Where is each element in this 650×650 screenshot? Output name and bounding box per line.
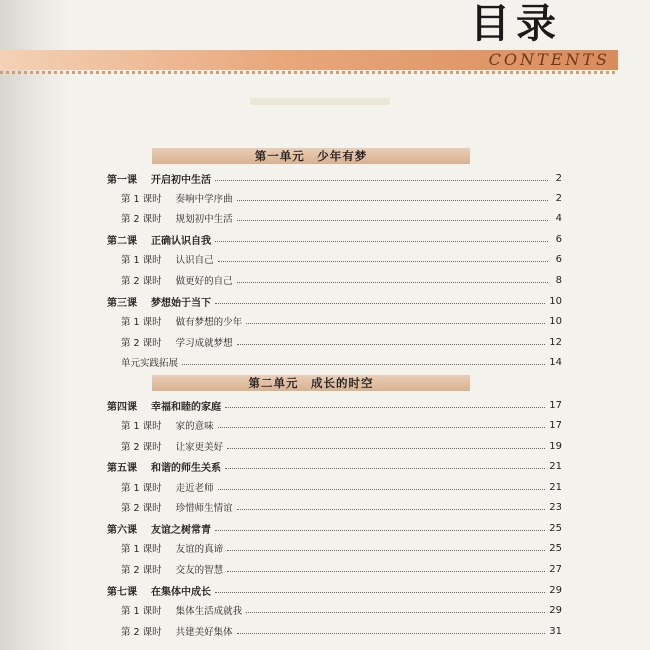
toc-entry-lesson[interactable]	[107, 459, 562, 473]
leader-dots	[227, 441, 545, 449]
entry-title: 幸福和睦的家庭	[151, 401, 221, 413]
entry-page: 14	[549, 356, 562, 368]
leader-dots	[246, 605, 545, 613]
entry-number: 第 1 课时	[121, 317, 162, 328]
entry-page: 25	[549, 542, 562, 554]
entry-page: 29	[549, 604, 562, 616]
toc-entry-period[interactable]	[107, 335, 562, 349]
entry-title: 和谐的师生关系	[151, 462, 221, 474]
entry-number: 第二课	[107, 235, 137, 247]
entry-page: 31	[549, 625, 562, 637]
toc-entry-period[interactable]	[107, 480, 562, 494]
unit-heading-2: 第二单元 成长的时空	[152, 375, 470, 391]
entry-page: 17	[549, 419, 562, 431]
entry-title: 在集体中成长	[151, 586, 211, 598]
entry-title: 开启初中生活	[151, 174, 211, 186]
entry-page: 10	[549, 315, 562, 327]
entry-page: 4	[555, 212, 562, 224]
leader-dots	[225, 400, 545, 408]
entry-number: 第 2 课时	[121, 442, 162, 453]
entry-page: 10	[549, 295, 562, 307]
entry-number: 第五课	[107, 462, 137, 474]
entry-title: 正确认识自我	[151, 235, 211, 247]
entry-title: 珍惜师生情谊	[175, 503, 233, 514]
entry-page: 25	[549, 522, 562, 534]
leader-dots	[227, 543, 545, 551]
toc-entry-period[interactable]	[107, 314, 562, 328]
toc-entry-period[interactable]	[107, 252, 562, 266]
entry-title: 共建美好集体	[175, 627, 233, 638]
leader-dots	[215, 585, 545, 593]
leader-dots	[237, 213, 548, 221]
entry-page: 2	[555, 172, 562, 184]
entry-number: 第 1 课时	[121, 255, 162, 266]
page-subtitle: CONTENTS	[488, 50, 610, 69]
leader-dots	[182, 357, 545, 365]
entry-number: 第一课	[107, 174, 137, 186]
leader-dots	[218, 482, 546, 490]
entry-page: 27	[549, 563, 562, 575]
entry-title: 认识自己	[175, 255, 214, 266]
entry-number: 第 2 课时	[121, 565, 162, 576]
entry-title: 做更好的自己	[175, 276, 233, 287]
entry-title: 让家更美好	[175, 442, 224, 453]
leader-dots	[237, 337, 546, 345]
entry-number: 第七课	[107, 586, 137, 598]
entry-page: 19	[549, 440, 562, 452]
leader-dots	[218, 254, 548, 262]
entry-page: 29	[549, 584, 562, 596]
toc-entry-lesson[interactable]	[107, 171, 562, 185]
toc-entry-period[interactable]	[107, 603, 562, 617]
entry-number: 第 1 课时	[121, 194, 162, 205]
leader-dots	[215, 523, 545, 531]
unit-heading-1: 第一单元 少年有梦	[152, 148, 470, 164]
toc-entry-period[interactable]	[107, 500, 562, 514]
entry-number: 第 1 课时	[121, 606, 162, 617]
leader-dots	[215, 296, 545, 304]
entry-title: 单元实践拓展	[121, 358, 179, 369]
faint-mark	[250, 98, 390, 105]
page-title: 目录	[470, 1, 562, 47]
toc-entry-period[interactable]	[107, 624, 562, 638]
toc-entry-practice[interactable]	[107, 355, 562, 369]
entry-number: 第六课	[107, 524, 137, 536]
entry-title: 友谊之树常青	[151, 524, 211, 536]
leader-dots	[215, 173, 548, 181]
leader-dots	[227, 564, 545, 572]
leader-dots	[237, 626, 546, 634]
entry-title: 集体生活成就我	[175, 606, 243, 617]
entry-number: 第 1 课时	[121, 421, 162, 432]
entry-number: 第 1 课时	[121, 483, 162, 494]
entry-number: 第 2 课时	[121, 503, 162, 514]
entry-title: 交友的智慧	[175, 565, 224, 576]
banner-divider	[0, 71, 618, 74]
toc-entry-period[interactable]	[107, 273, 562, 287]
entry-number: 第 2 课时	[121, 214, 162, 225]
entry-page: 12	[549, 336, 562, 348]
entry-title: 家的意味	[175, 421, 214, 432]
entry-page: 21	[549, 481, 562, 493]
entry-number: 第三课	[107, 297, 137, 309]
toc-entry-lesson[interactable]	[107, 521, 562, 535]
entry-title: 走近老师	[175, 483, 214, 494]
toc-entry-lesson[interactable]	[107, 232, 562, 246]
entry-page: 23	[549, 501, 562, 513]
leader-dots	[218, 420, 546, 428]
entry-page: 21	[549, 460, 562, 472]
toc-entry-period[interactable]	[107, 211, 562, 225]
entry-page: 8	[555, 274, 562, 286]
entry-title: 梦想始于当下	[151, 297, 211, 309]
entry-page: 6	[555, 233, 562, 245]
leader-dots	[215, 234, 548, 242]
entry-number: 第四课	[107, 401, 137, 413]
entry-page: 17	[549, 399, 562, 411]
entry-number: 第 2 课时	[121, 276, 162, 287]
entry-number: 第 2 课时	[121, 338, 162, 349]
entry-title: 奏响中学序曲	[175, 194, 233, 205]
entry-page: 2	[555, 192, 562, 204]
leader-dots	[246, 316, 545, 324]
entry-number: 第 1 课时	[121, 544, 162, 555]
toc-entry-period[interactable]	[107, 418, 562, 432]
entry-number: 第 2 课时	[121, 627, 162, 638]
toc-entry-period[interactable]	[107, 439, 562, 453]
entry-title: 友谊的真谛	[175, 544, 224, 555]
toc-entry-lesson[interactable]	[107, 294, 562, 308]
entry-title: 做有梦想的少年	[175, 317, 243, 328]
entry-title: 学习成就梦想	[175, 338, 233, 349]
toc-entry-lesson[interactable]	[107, 398, 562, 412]
toc-entry-lesson[interactable]	[107, 583, 562, 597]
toc-entry-period[interactable]	[107, 562, 562, 576]
leader-dots	[237, 275, 548, 283]
leader-dots	[237, 193, 548, 201]
toc-entry-period[interactable]	[107, 191, 562, 205]
page-binding-shadow	[0, 0, 70, 650]
entry-title: 规划初中生活	[175, 214, 233, 225]
entry-page: 6	[555, 253, 562, 265]
toc-entry-period[interactable]	[107, 541, 562, 555]
leader-dots	[225, 461, 545, 469]
leader-dots	[237, 502, 546, 510]
